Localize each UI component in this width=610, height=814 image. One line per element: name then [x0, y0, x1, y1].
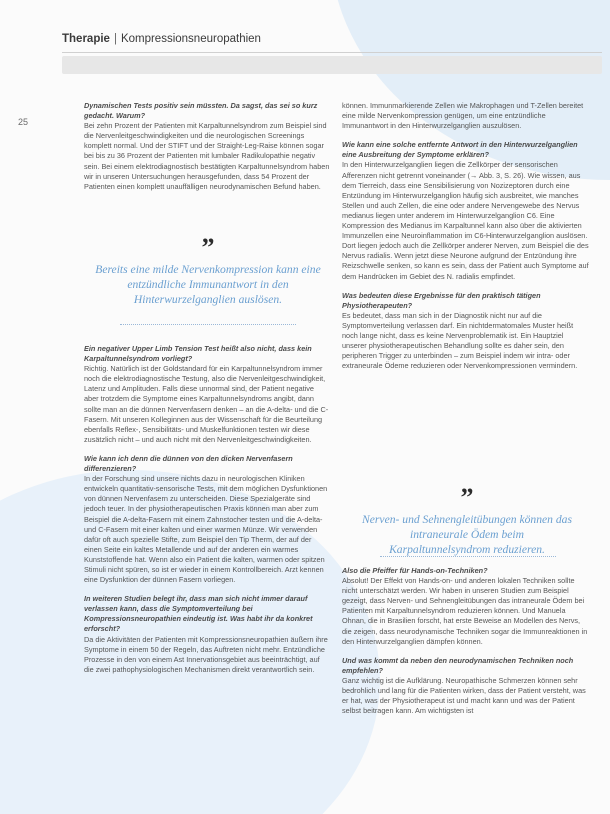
right-column-bottom — [342, 566, 590, 725]
answer: Richtig. Natürlich ist der Goldstandard für ein Karpaltunnelsyndrom immer noch die elektrodiagnostische Testung, also die Nervenleitgeschwindigkeit, Latenz und Amplituden. Falls diese unnormal sind, der Patient negative aber trotzdem die Symptome eines Karpaltunnelsyndroms angibt, dann sollte man an die dünnen Nervenfasern denken – an die A-delta- und die C-Fasern. Mit unseren Kolleginnen aus der Wissenschaft für die Beurteilung ebenfalls Reflex-, Sensibilitäts- und Muskelfunktionen testen wir diese zusätzlich nicht – und auch nicht mit den Nervenleitgeschwindigkeiten. — [84, 364, 329, 444]
question: In weiteren Studien belegt ihr, dass man sich nicht immer darauf verlassen kann, dass die Symptomverteilung bei Kompressionsneuropathien eindeutig ist. Was habt ihr da konkret erforscht? — [84, 594, 313, 634]
pull-quote-right — [360, 483, 574, 557]
question: Dynamischen Tests positiv sein müssten. Da sagst, das sei so kurz gedacht. Warum? — [84, 101, 318, 121]
paragraph: können. Immunmarkierende Zellen wie Makrophagen und T-Zellen bereitet eine milde Nervenkompression genügen, um eine entzündliche Immunantwort in den Hinterwurzelganglien auszulösen. — [342, 101, 584, 131]
answer: Es bedeutet, dass man sich in der Diagnostik nicht nur auf die Symptomverteilung verlassen darf. Ein nichtdermatomales Muster heißt noch lange nicht, dass es keine Nervenproblematik ist. Ein Hauptziel unserer physiotherapeutischen Behandlung sollte es daher sein, den peripheren Trigger zu unterbinden – zum Beispiel indem wir intra- oder extraneurale Ödeme reduzieren oder Nervenkompressionen vermindern. — [342, 310, 578, 371]
answer: Ganz wichtig ist die Aufklärung. Neuropathische Schmerzen können sehr bedrohlich und lang für die Patienten wirken, dass der Patient versteht, was er hat, was der Physiotherapeut ist und macht kann und was der Patient selbst beitragen kann. Am wichtigsten ist — [342, 675, 586, 716]
header-section: Therapie — [62, 33, 110, 45]
question: Also die Pfeiffer für Hands-on-Techniken? — [342, 566, 488, 575]
quote-divider — [120, 324, 296, 326]
quote-mark-icon: ” — [460, 483, 474, 512]
answer: In der Forschung sind unsere nichts dazu in neurologischen Kliniken entwickeln quantitativ-sensorische Tests, mit dem möglichen Dysfunktionen von dünnen Nervenfasern zu unterscheiden. Diese Spezialgeräte sind jedoch teuer. In der physiotherapeutischen Praxis können man aber zum Beispiel die A-delta-Fasern mit einem Zahnstocher testen und die A-delta- und C-Fasern mit einer kalten und einer warmen Münze. Wir verwenden dafür oft auch spezielle Stifte, zum Beispiel den Tip Therm, der auf der einen Seite ein kaltes Metallende und auf der anderen ein warmes Kunststoffende hat. Wenn also ein Patient die kalten, warmen oder spitzen Stimuli nicht spüren, so ist er wieder in einem Kontrollbereich. Arzt kennen eine Dysfunktion der dünnen Fasern vorliegen. — [84, 474, 328, 585]
answer: Absolut! Der Effekt von Hands-on- und anderen lokalen Techniken sollte nicht unterschätzt werden. Wir haben in unseren Studien zum Beispiel gezeigt, dass Nerven- und Sehnengleitübungen das intraneurale Ödem bei Patienten mit Karpaltunnelsyndrom reduzieren können. Und Manuela Ohnan, die in Brasilien forscht, hat erste Beweise an Modellen des Nervs, die zeigen, dass neurodynamische Techniken sogar die Immunreaktionen in den Hinterwurzelganglien dämpfen können. — [342, 576, 588, 646]
header-topic: Kompressionsneuropathien — [120, 33, 261, 45]
right-column-top — [342, 101, 590, 380]
pull-quote-text: Nerven- und Sehnengleitübungen können das intraneurale Ödem beim Karpaltunnelsyndrom reduzieren. — [362, 513, 572, 556]
answer: Da die Aktivitäten der Patienten mit Kompressionsneuropathien äußern ihre Symptome in einem 50 der Regeln, das Auftreten nicht mehr. Entzündliche Prozesse in den von einem Ast Innervationsgebiet aus beeinträchtigt, auf die zwei pathophysiologischen Mechanismen direkt verantwortlich sein. — [84, 634, 328, 674]
running-header — [62, 28, 261, 50]
answer: In den Hinterwurzelganglien liegen die Zellkörper der sensorischen Afferenzen nicht getrennt voneinander (→ Abb. 3, S. 26). Wie wissen, aus dem Tierreich, dass eine Sensibilisierung von Nozizeptoren durch eine Entzündung im Hinterwurzelganglion häufig sich ausbreitet, wie manches Stellen und auch Zellen, die eine oder andere Nervengewebe des Nervus medianus liegen unter anderem im Hinterwurzelganglion C6. Eine Kompression des Medianus im Karpaltunnel kann also über die aktivierten Immunzellen eine Neuroinflammation im C6-Hinterwurzelganglion auslösen. Dort liegen jedoch auch die Zellkörper anderer Nerven, zum Beispiel die des Nervus radialis. Wenn jetzt diese Neurone aufgrund der Entzündung ihre Reizschwelle senken, so kann es sein, dass der Patient auch Symptome auf dem Handrücken im Gebiet des N. radialis empfindet. — [342, 160, 589, 281]
left-column-bottom — [84, 344, 330, 684]
pull-quote-text: Bereits eine milde Nervenkompression kann eine entzündliche Immunantwort in den Hinterwurzelganglien auslösen. — [95, 263, 321, 306]
page-number: 25 — [18, 117, 29, 127]
header-rule — [62, 52, 602, 53]
question: Wie kann eine solche entfernte Antwort in den Hinterwurzelganglien eine Ausbreitung der Symptome erklären? — [342, 140, 578, 160]
quote-divider — [380, 556, 556, 558]
pull-quote-left — [94, 233, 322, 307]
question: Ein negativer Upper Limb Tension Test heißt also nicht, dass kein Karpaltunnelsyndrom vorliegt? — [84, 344, 312, 364]
quote-mark-icon: ” — [201, 233, 215, 262]
question: Wie kann ich denn die dünnen von den dicken Nervenfasern differenzieren? — [84, 453, 293, 474]
question: Was bedeuten diese Ergebnisse für den praktisch tätigen Physiotherapeuten? — [342, 290, 541, 310]
left-column-top — [84, 101, 330, 201]
answer: Bei zehn Prozent der Patienten mit Karpaltunnelsyndrom zum Beispiel sind die Nervenleitgeschwindigkeiten und die neurologischen Screenings komplett normal. Und der STIFT und der Straight-Leg-Raise können sogar bei bis zu 36 Prozent der Patienten mit lumbaler Radikulopathie negativ sein. Bei einem elektrodiagnostisch bestätigten Karpaltunnelsyndrom haben wir in unseren Untersuchungen herausgefunden, dass 54 Prozent der Patienten einen komplett unauffälligen neurodynamischen Befund haben. — [84, 121, 330, 191]
header-band — [62, 56, 602, 74]
question: Und was kommt da neben den neurodynamischen Techniken noch empfehlen? — [342, 655, 574, 675]
header-separator: | — [113, 33, 117, 45]
